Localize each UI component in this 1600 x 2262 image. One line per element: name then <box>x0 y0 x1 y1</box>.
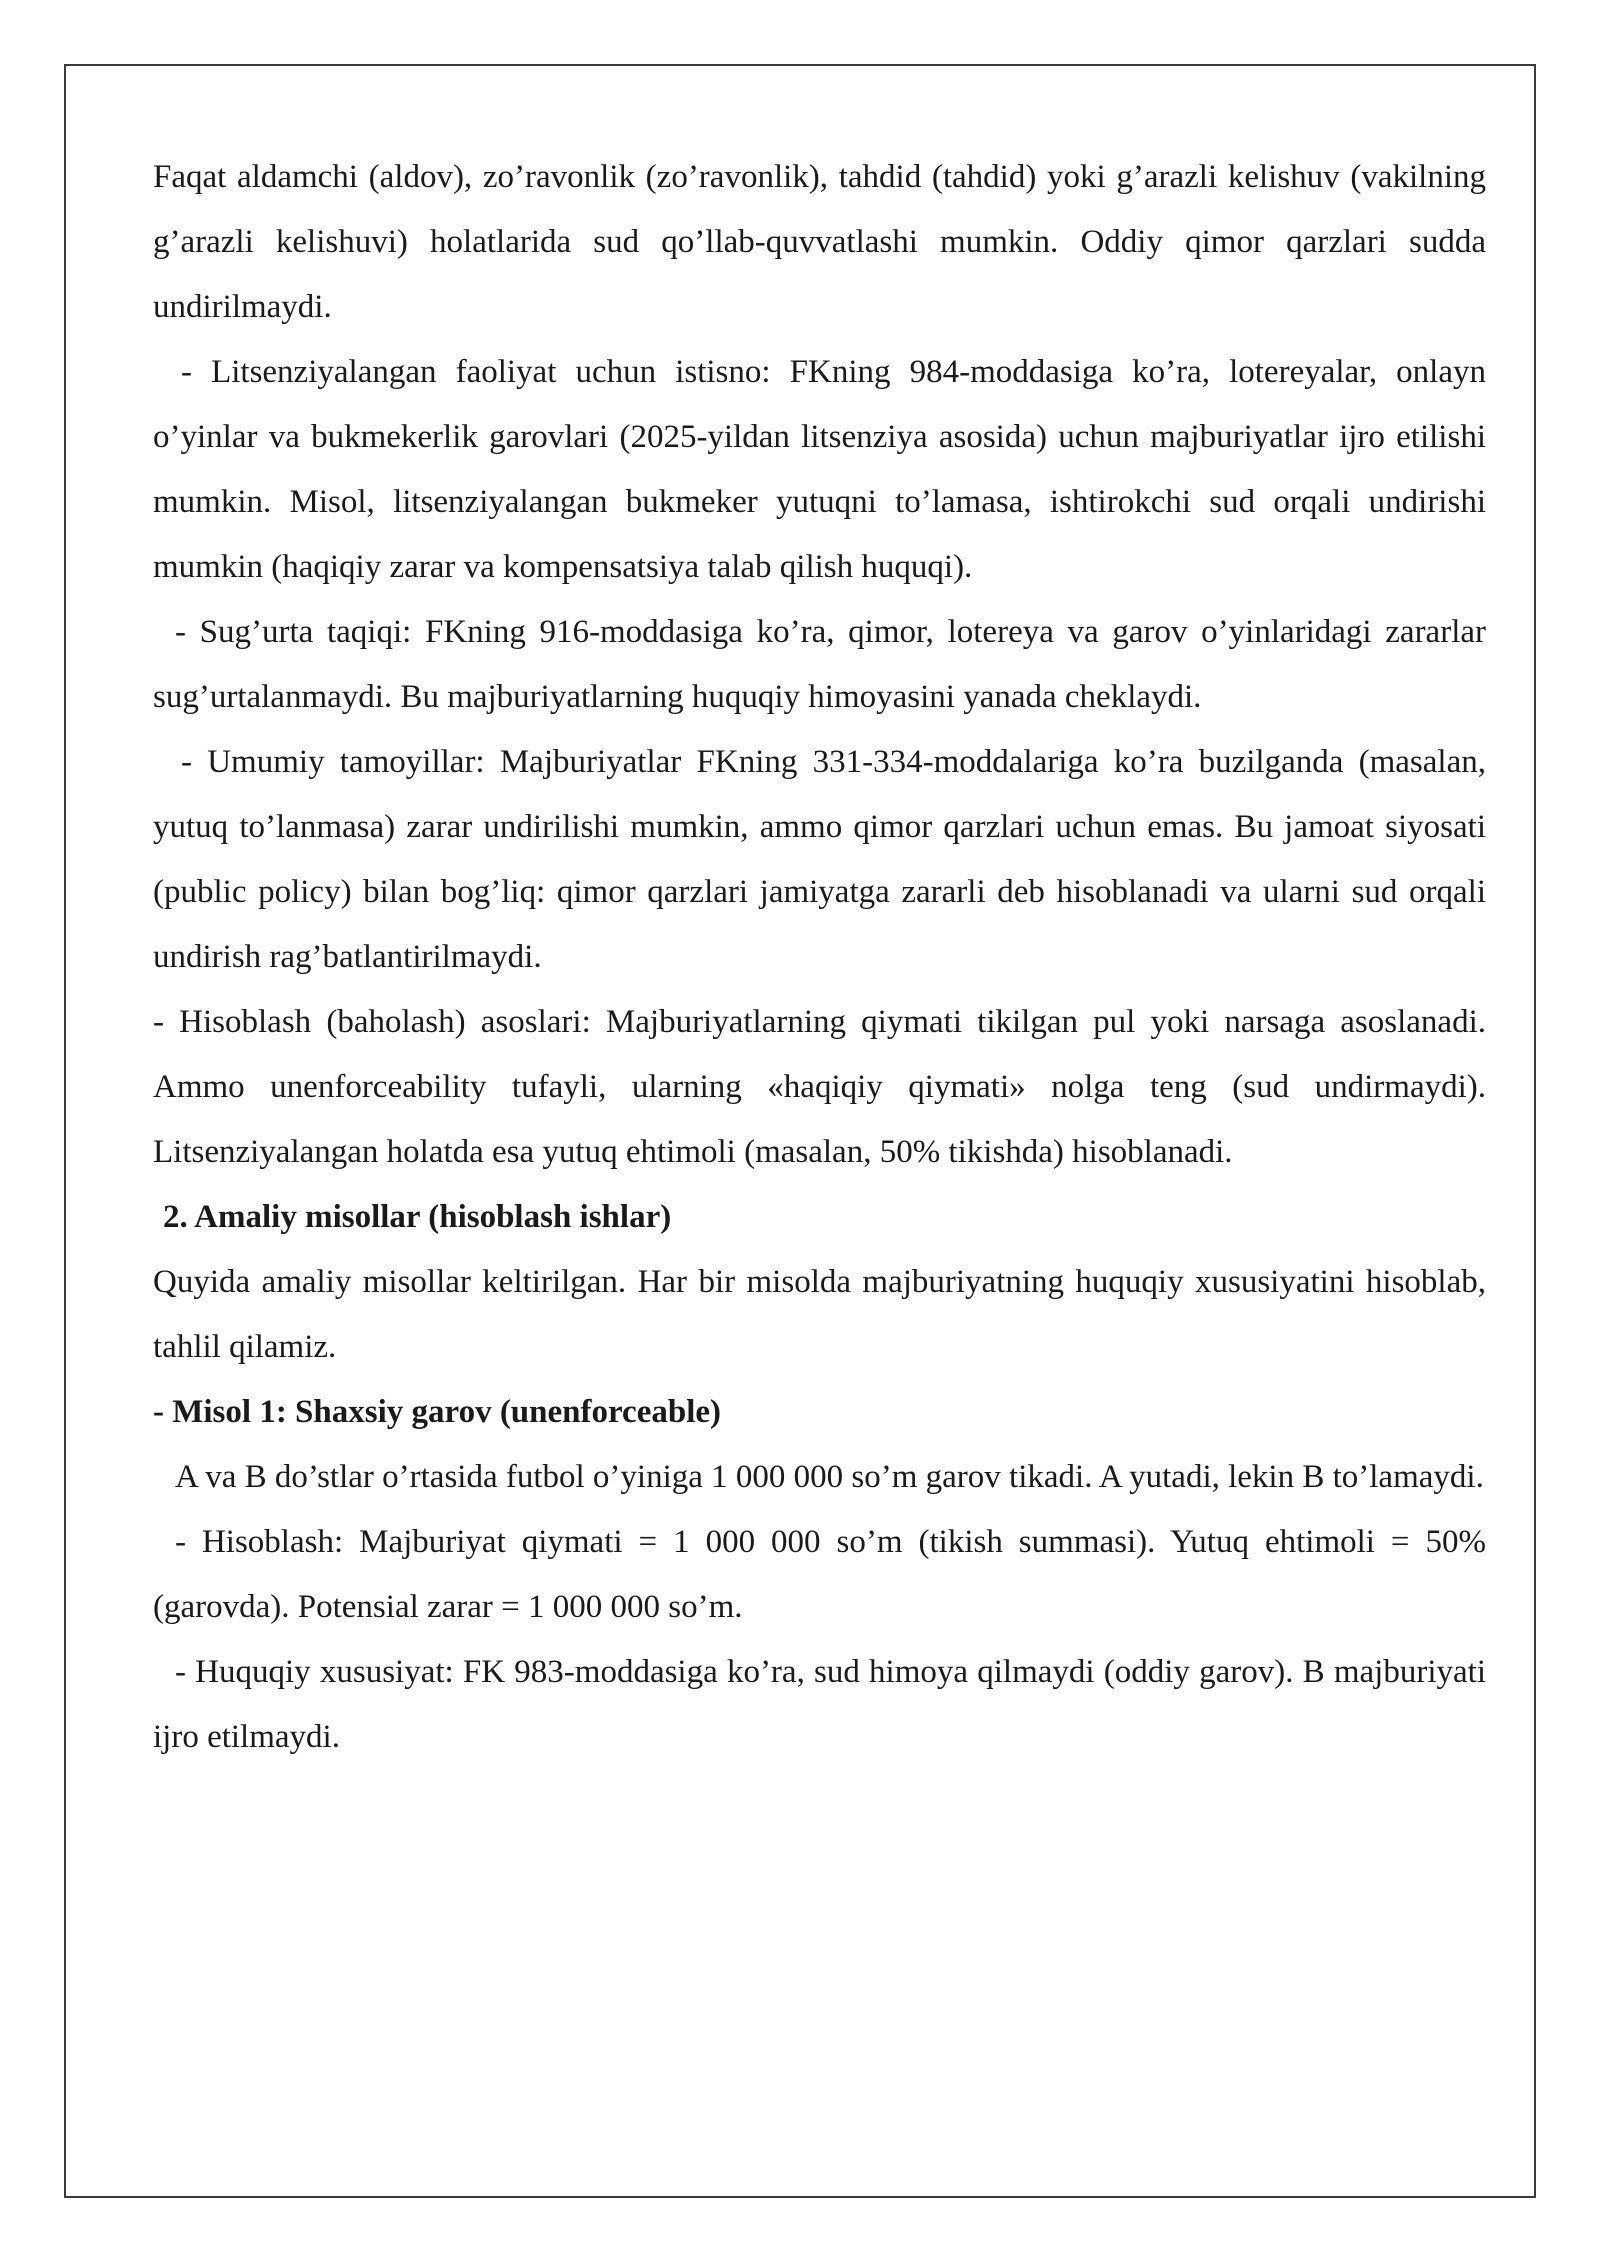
paragraph-example-1-calculation: - Hisoblash: Majburiyat qiymati = 1 000 000 so’m (tikish summasi). Yutuq ehtimoli = 50% (garovda). Potensial zarar = 1 000 000 so’m. <box>153 1524 1486 1625</box>
paragraph-example-1-legal-nature: - Huquqiy xususiyat: FK 983-moddasiga ko’ra, sud himoya qilmaydi (oddiy garov). B majburiyati ijro etilmaydi. <box>153 1654 1486 1755</box>
paragraph-general-principles: - Umumiy tamoyillar: Majburiyatlar FKning 331-334-moddalariga ko’ra buzilganda (masalan, yutuq to’lanmasa) zarar undirilishi mumkin, ammo qimor qarzlari uchun emas. Bu jamoat siyosati (public policy) bilan bog’liq: qimor qarzlari jamiyatga zararli deb hisoblanadi va ularni sud orqali undirish rag’batlantirilmaydi. <box>153 744 1486 975</box>
paragraph-insurance-ban: - Sug’urta taqiqi: FKning 916-moddasiga ko’ra, qimor, lotereya va garov o’yinlaridagi zararlar sug’urtalanmaydi. Bu majburiyatlarning huquqiy himoyasini yanada cheklaydi. <box>153 614 1486 715</box>
paragraph-example-1-scenario: A va B do’stlar o’rtasida futbol o’yiniga 1 000 000 so’m garov tikadi. A yutadi, lekin B to’lamaydi. <box>175 1459 1484 1495</box>
document-body <box>153 145 1486 1770</box>
paragraph-examples-intro: Quyida amaliy misollar keltirilgan. Har bir misolda majburiyatning huquqiy xususiyatini hisoblab, tahlil qilamiz. <box>153 1264 1486 1365</box>
paragraph-calculation-basis: - Hisoblash (baholash) asoslari: Majburiyatlarning qiymati tikilgan pul yoki narsaga asoslanadi. Ammo unenforceability tufayli, ularning «haqiqiy qiymati» nolga teng (sud undirmaydi). Litsenziyalangan holatda esa yutuq ehtimoli (masalan, 50% tikishda) hisoblanadi. <box>153 1004 1486 1170</box>
section-heading-practical-examples: 2. Amaliy misollar (hisoblash ishlar) <box>163 1199 672 1235</box>
example-1-heading: - Misol 1: Shaxsiy garov (unenforceable) <box>153 1394 722 1430</box>
paragraph-licensed-exception: - Litsenziyalangan faoliyat uchun istisno: FKning 984-moddasiga ko’ra, lotereyalar, onlayn o’yinlar va bukmekerlik garovlari (2025-yildan litsenziya asosida) uchun majburiyatlar ijro etilishi mumkin. Misol, litsenziyalangan bukmeker yutuqni to’lamasa, ishtirokchi sud orqali undirishi mumkin (haqiqiy zarar va kompensatsiya talab qilish huquqi). <box>153 354 1486 585</box>
paragraph-intro: Faqat aldamchi (aldov), zo’ravonlik (zo’ravonlik), tahdid (tahdid) yoki g’arazli kelishuv (vakilning g’arazli kelishuvi) holatlarida sud qo’llab-quvvatlashi mumkin. Oddiy qimor qarzlari sudda undirilmaydi. <box>153 159 1486 325</box>
